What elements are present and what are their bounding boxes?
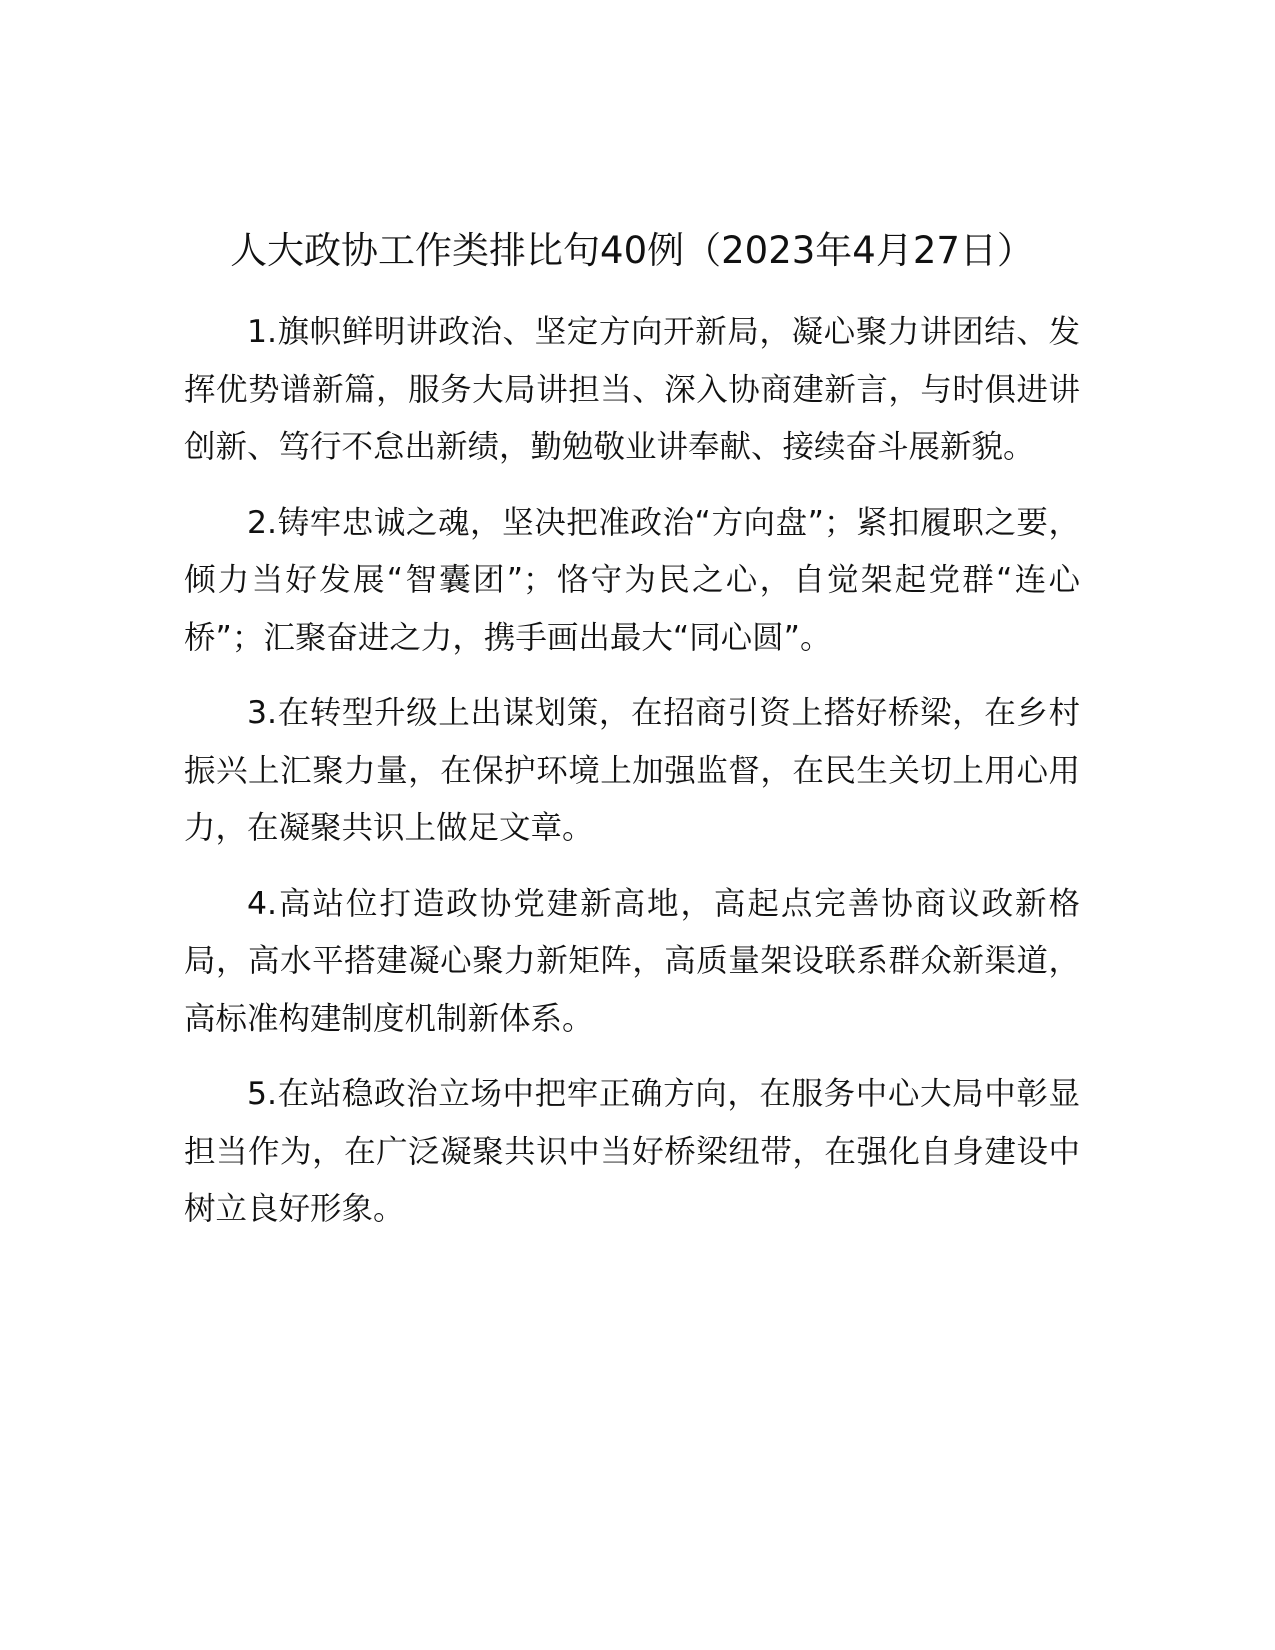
paragraph-2: 2.铸牢忠诚之魂，坚决把准政治“方向盘”；紧扣履职之要，倾力当好发展“智囊团”；恪守为民之心，自觉架起党群“连心桥”；汇聚奋进之力，携手画出最大“同心圆”。 [184,504,1080,656]
document-title: 人大政协工作类排比句40例（2023年4月27日） [230,229,1034,272]
paragraph-3: 3.在转型升级上出谋划策，在招商引资上搭好桥梁，在乡村振兴上汇聚力量，在保护环境上加强监督，在民生关切上用心用力，在凝聚共识上做足文章。 [184,695,1080,846]
paragraph-4: 4.高站位打造政协党建新高地，高起点完善协商议政新格局，高水平搭建凝心聚力新矩阵，高质量架设联系群众新渠道，高标准构建制度机制新体系。 [184,885,1080,1037]
document-page [184,224,1080,1257]
paragraph-1: 1.旗帜鲜明讲政治、坚定方向开新局，凝心聚力讲团结、发挥优势谱新篇，服务大局讲担当、深入协商建新言，与时俱进讲创新、笃行不怠出新绩，勤勉敬业讲奉献、接续奋斗展新貌。 [184,314,1080,465]
paragraph-5: 5.在站稳政治立场中把牢正确方向，在服务中心大局中彰显担当作为，在广泛凝聚共识中当好桥梁纽带，在强化自身建设中树立良好形象。 [184,1076,1080,1227]
